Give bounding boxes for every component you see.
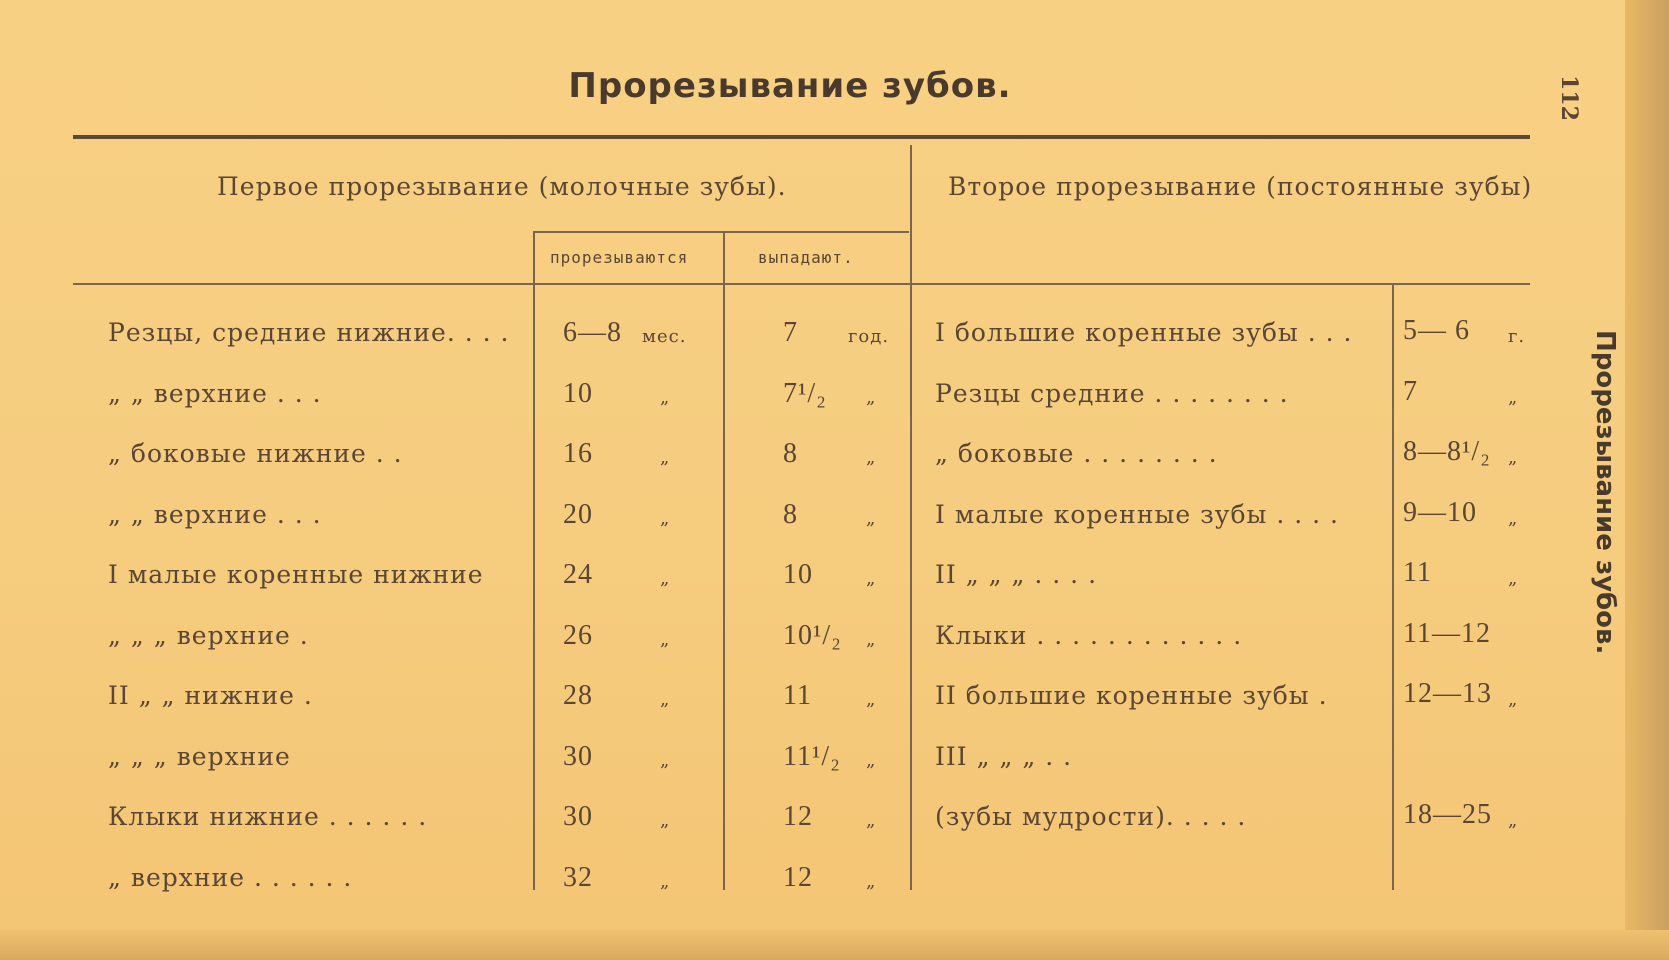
column-divider-age	[1392, 283, 1394, 890]
erupt-unit: „	[660, 689, 671, 710]
erupt-age: 32	[563, 861, 593, 893]
tooth-name: „ боковые нижние . .	[108, 439, 403, 468]
subheader-fall: выпадают.	[758, 248, 854, 267]
fall-unit: „	[866, 810, 877, 831]
eruption-age: 11	[1403, 557, 1432, 588]
tooth-name: „ „ „ верхние .	[108, 620, 309, 650]
age-unit: „	[1508, 810, 1519, 831]
fall-age: 8	[783, 498, 798, 530]
fall-age: 8	[783, 438, 798, 469]
tooth-name: „ боковые . . . . . . . .	[935, 439, 1218, 468]
erupt-unit: „	[660, 447, 671, 468]
fall-age: 10	[783, 559, 813, 590]
erupt-unit: „	[660, 507, 671, 529]
subheader-erupt: прорезываются	[550, 248, 689, 267]
erupt-unit: „	[660, 386, 671, 408]
tooth-name: III „ „ „ . .	[935, 741, 1073, 771]
tooth-name: Резцы, средние нижние. . . .	[108, 318, 510, 347]
erupt-age: 10	[563, 377, 593, 409]
subheader-rule	[533, 231, 909, 233]
erupt-age: 16	[563, 438, 593, 469]
erupt-age: 28	[563, 680, 593, 711]
erupt-age: 6—8	[563, 317, 622, 348]
erupt-age: 26	[563, 619, 593, 651]
fall-age: 11	[783, 680, 812, 711]
erupt-age: 20	[563, 498, 593, 530]
age-unit: г.	[1508, 326, 1526, 347]
eruption-age: 9—10	[1403, 496, 1477, 528]
fall-unit: „	[866, 507, 877, 529]
eruption-age: 7	[1403, 375, 1418, 407]
eruption-age: 8—8¹/₂	[1403, 436, 1491, 467]
erupt-unit: „	[660, 810, 671, 831]
fall-age: 10¹/₂	[783, 619, 842, 651]
tooth-name: (зубы мудрости). . . . .	[935, 802, 1247, 831]
fall-unit: год.	[848, 326, 890, 347]
side-running-title: Прорезывание зубов.	[1590, 330, 1620, 655]
section-divider	[910, 145, 912, 890]
age-unit: „	[1508, 386, 1519, 408]
fall-unit: „	[866, 749, 877, 771]
header-first-eruption: Первое прорезывание (молочные зубы).	[217, 172, 787, 201]
column-divider-erupt	[533, 231, 535, 890]
age-unit: „	[1508, 568, 1519, 589]
fall-unit: „	[866, 689, 877, 710]
age-unit: „	[1508, 507, 1519, 529]
fall-unit: „	[866, 386, 877, 408]
erupt-unit: „	[660, 870, 671, 892]
header-rule	[73, 283, 1530, 285]
erupt-age: 24	[563, 559, 593, 590]
tooth-name: Клыки нижние . . . . . .	[108, 802, 428, 831]
age-unit: „	[1508, 689, 1519, 710]
page-bottom-edge	[0, 930, 1669, 960]
header-second-eruption: Второе прорезывание (постоянные зубы)	[948, 172, 1533, 201]
tooth-name: II „ „ нижние .	[108, 681, 313, 710]
fall-age: 12	[783, 861, 813, 893]
fall-unit: „	[866, 447, 877, 468]
tooth-name: II большие коренные зубы .	[935, 681, 1328, 710]
erupt-unit: „	[660, 749, 671, 771]
age-unit: „	[1508, 447, 1519, 468]
fall-unit: „	[866, 568, 877, 589]
fall-age: 12	[783, 801, 813, 832]
tooth-name: „ верхние . . . . . .	[108, 862, 353, 892]
erupt-age: 30	[563, 801, 593, 832]
fall-unit: „	[866, 628, 877, 650]
title-rule	[73, 135, 1530, 139]
eruption-age: 12—13	[1403, 678, 1492, 709]
eruption-age: 18—25	[1403, 799, 1492, 830]
tooth-name: Клыки . . . . . . . . . . . .	[935, 620, 1243, 650]
tooth-name: „ „ „ верхние	[108, 741, 291, 771]
page-number: 112	[1556, 75, 1582, 121]
fall-age: 11¹/₂	[783, 740, 841, 772]
tooth-name: Резцы средние . . . . . . . .	[935, 378, 1289, 408]
fall-age: 7	[783, 317, 798, 348]
fall-age: 7¹/₂	[783, 377, 827, 409]
erupt-age: 30	[563, 740, 593, 772]
tooth-name: II „ „ „ . . . .	[935, 560, 1098, 589]
fall-unit: „	[866, 870, 877, 892]
tooth-name: I малые коренные нижние	[108, 560, 484, 589]
erupt-unit: мес.	[642, 326, 687, 347]
page-edge	[1625, 0, 1669, 960]
column-divider-fall	[723, 231, 725, 890]
erupt-unit: „	[660, 628, 671, 650]
eruption-age: 11—12	[1403, 617, 1491, 649]
tooth-name: I большие коренные зубы . . .	[935, 318, 1353, 347]
tooth-name: „ „ верхние . . .	[108, 499, 322, 529]
eruption-age: 5— 6	[1403, 315, 1470, 346]
tooth-name: „ „ верхние . . .	[108, 378, 322, 408]
tooth-name: I малые коренные зубы . . . .	[935, 499, 1339, 529]
page-title: Прорезывание зубов.	[568, 66, 1012, 106]
erupt-unit: „	[660, 568, 671, 589]
